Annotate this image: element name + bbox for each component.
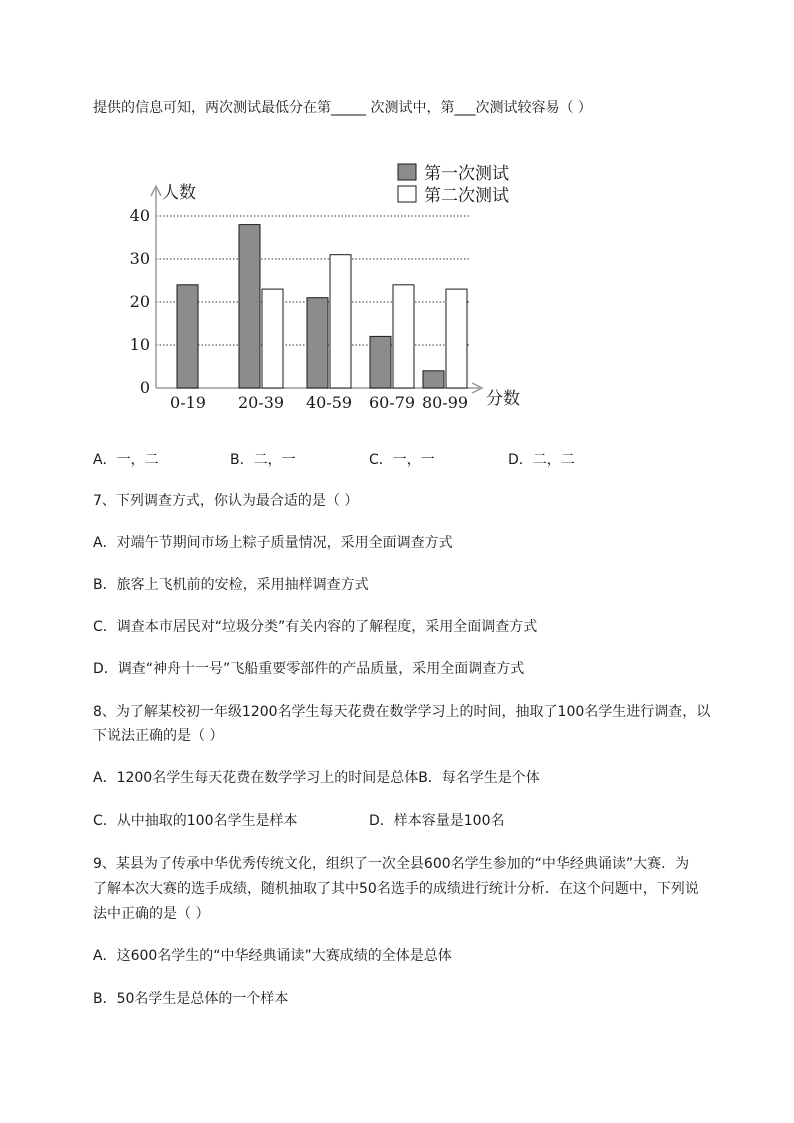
bar-first-0-19 <box>177 285 198 388</box>
bar-second-60-79 <box>393 285 414 388</box>
q7-stem: 7、下列调查方式，你认为最合适的是（ ） <box>93 493 359 509</box>
y-tick-label: 30 <box>129 249 150 268</box>
q9-stem-line3: 法中正确的是（ ） <box>93 906 210 922</box>
bar-second-40-59 <box>330 255 351 388</box>
q9-option-a[interactable]: A．这600名学生的“中华经典诵读”大赛成绩的全体是总体 <box>93 948 452 964</box>
q6-option-c[interactable]: C．一，一 <box>369 452 435 468</box>
bar-first-60-79 <box>370 336 391 388</box>
y-tick-label: 0 <box>139 378 150 397</box>
q7-option-c[interactable]: C．调查本市居民对“垃圾分类”有关内容的了解程度，采用全面调查方式 <box>93 619 538 635</box>
legend-label-first: 第一次测试 <box>424 164 509 184</box>
q8-stem-line2: 下说法正确的是（ ） <box>93 728 224 744</box>
y-axis-title: 人数 <box>162 183 196 203</box>
y-tick-label: 20 <box>129 292 150 311</box>
q7-option-a[interactable]: A．对端午节期间市场上粽子质量情况，采用全面调查方式 <box>93 535 453 551</box>
bar-first-80-99 <box>423 371 444 388</box>
q8-stem-line1: 8、为了解某校初一年级1200名学生每天花费在数学学习上的时间，抽取了100名学生进行调查，以 <box>93 704 711 720</box>
q8-option-c[interactable]: C．从中抽取的100名学生是样本 <box>93 813 298 829</box>
q9-stem-line1: 9、某县为了传承中华优秀传统文化，组织了一次全县600名学生参加的“中华经典诵读”大赛．为 <box>93 856 690 872</box>
x-axis-title: 分数 <box>486 389 520 409</box>
q8-option-d[interactable]: D．样本容量是100名 <box>369 813 505 829</box>
y-tick-label: 10 <box>129 335 150 354</box>
x-tick-label: 0-19 <box>170 393 206 412</box>
q7-option-b[interactable]: B．旅客上飞机前的安检，采用抽样调查方式 <box>93 577 369 593</box>
bar-second-80-99 <box>446 289 467 388</box>
x-tick-label: 80-99 <box>421 393 469 412</box>
legend-swatch-first <box>398 164 416 180</box>
q6-option-d[interactable]: D．二，二 <box>508 452 575 468</box>
legend-swatch-second <box>398 186 416 202</box>
q6-option-b[interactable]: B．二，一 <box>230 452 296 468</box>
q9-stem-line2: 了解本次大赛的选手成绩，随机抽取了其中50名选手的成绩进行统计分析．在这个问题中，下列说 <box>93 881 699 897</box>
bar-chart <box>118 150 538 420</box>
y-tick-label: 40 <box>129 206 150 225</box>
x-tick-label: 60-79 <box>368 393 416 412</box>
q6-stem: 提供的信息可知，两次测试最低分在第_____ 次测试中，第___次测试较容易（ ） <box>93 100 592 116</box>
q6-option-a[interactable]: A．一，二 <box>93 452 159 468</box>
x-tick-label: 20-39 <box>237 393 285 412</box>
bar-second-20-39 <box>262 289 283 388</box>
q9-option-b[interactable]: B．50名学生是总体的一个样本 <box>93 991 289 1007</box>
q7-option-d[interactable]: D．调查“神舟十一号”飞船重要零部件的产品质量，采用全面调查方式 <box>93 661 525 677</box>
bar-first-20-39 <box>239 225 260 388</box>
bar-first-40-59 <box>307 298 328 388</box>
x-tick-label: 40-59 <box>305 393 353 412</box>
legend-label-second: 第二次测试 <box>424 186 509 206</box>
q8-option-ab[interactable]: A．1200名学生每天花费在数学学习上的时间是总体B．每名学生是个体 <box>93 770 540 786</box>
